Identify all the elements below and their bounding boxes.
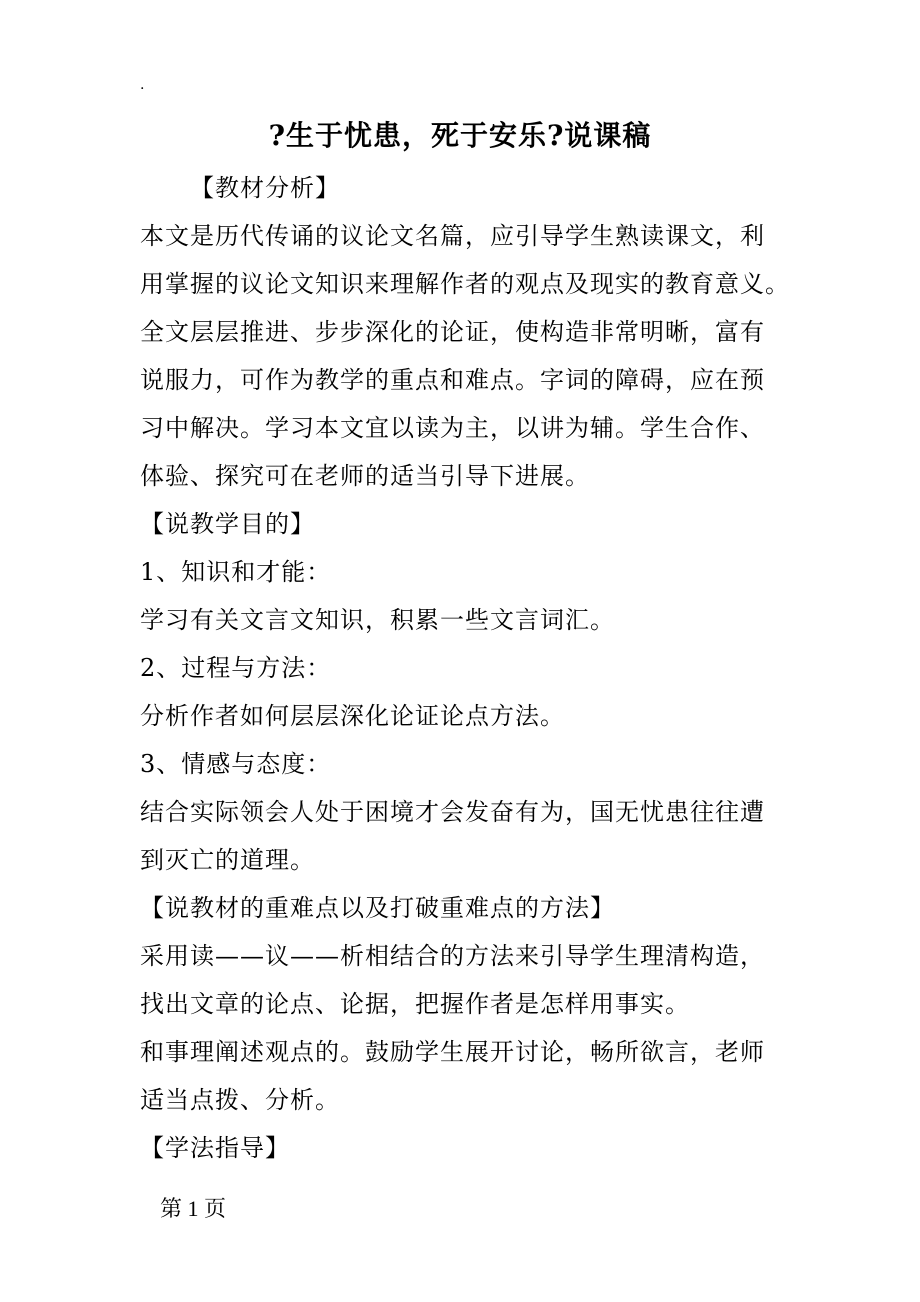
paragraph-line: 找出文章的论点、论据，把握作者是怎样用事实。	[140, 990, 690, 1018]
paragraph-line: 本文是历代传诵的议论文名篇，应引导学生熟读课文，利	[140, 222, 765, 250]
paragraph-line: 说服力，可作为教学的重点和难点。字词的障碍，应在预	[140, 366, 765, 394]
paragraph-line: 适当点拨、分析。	[140, 1086, 340, 1114]
paragraph-line: 学习有关文言文知识，积累一些文言词汇。	[140, 606, 615, 634]
paragraph-line: 分析作者如何层层深化论证论点方法。	[140, 702, 565, 730]
list-item-heading: 1、知识和才能：	[140, 558, 332, 586]
paragraph-line: 采用读——议——析相结合的方法来引导学生理清构造，	[140, 942, 765, 970]
paragraph-line: 结合实际领会人处于困境才会发奋有为，国无忧患往往遭	[140, 798, 765, 826]
list-item-heading: 3、情感与态度：	[140, 750, 332, 778]
list-item-heading: 2、过程与方法：	[140, 654, 332, 682]
paragraph-line: 和事理阐述观点的。鼓励学生展开讨论，畅所欲言，老师	[140, 1038, 765, 1066]
page-number: 第 1 页	[160, 1196, 227, 1221]
document-title: ?生于忧患，死于安乐?说课稿	[268, 119, 652, 152]
paragraph-line: 全文层层推进、步步深化的论证，使构造非常明晰，富有	[140, 318, 765, 346]
header-mark: .	[140, 77, 145, 93]
section-heading-key-points: 【说教材的重难点以及打破重难点的方法】	[140, 894, 615, 922]
section-heading-textbook-analysis: 【教材分析】	[190, 174, 340, 202]
section-heading-study-guide: 【学法指导】	[140, 1134, 290, 1162]
paragraph-line: 用掌握的议论文知识来理解作者的观点及现实的教育意义。	[140, 270, 790, 298]
paragraph-line: 到灭亡的道理。	[140, 846, 315, 874]
section-heading-teaching-goals: 【说教学目的】	[140, 510, 315, 538]
paragraph-line: 习中解决。学习本文宜以读为主，以讲为辅。学生合作、	[140, 414, 765, 442]
paragraph-line: 体验、探究可在老师的适当引导下进展。	[140, 462, 590, 490]
